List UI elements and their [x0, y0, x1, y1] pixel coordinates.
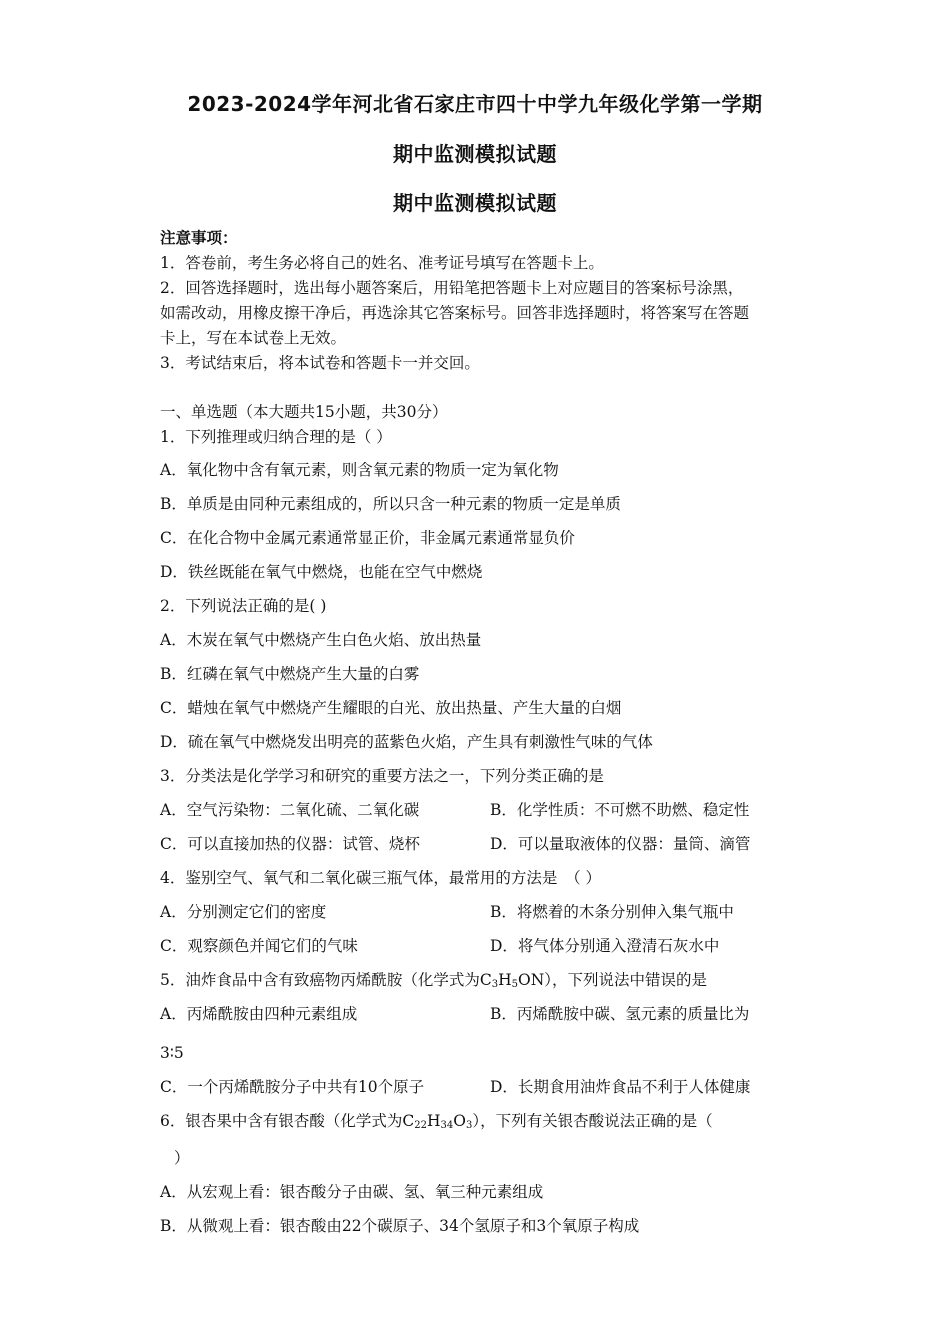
formula-subscript: 5: [511, 979, 519, 990]
formula-element: H: [498, 971, 512, 989]
formula-element: H: [426, 1112, 441, 1130]
question-6-option-a: A．从宏观上看：银杏酸分子由碳、氢、氧三种元素组成: [160, 1183, 544, 1201]
question-5-option-d: D．长期食用油炸食品不利于人体健康: [490, 1078, 751, 1096]
exam-title: 2023-2024学年河北省石家庄市四十中学九年级化学第一学期: [187, 92, 763, 116]
question-2-option-a: A．木炭在氧气中燃烧产生白色火焰、放出热量: [160, 631, 482, 649]
notice-heading: 注意事项：: [160, 228, 238, 247]
formula-subscript: 3: [491, 979, 499, 990]
question-3-option-c: C．可以直接加热的仪器：试管、烧杯: [160, 835, 420, 853]
question-6-stem: [160, 1111, 800, 1131]
question-1-stem: 1．下列推理或归纳合理的是（ ）: [160, 428, 392, 446]
question-6-stem-cont: ）: [174, 1149, 190, 1167]
question-4-option-c: C．观察颜色并闻它们的气味: [160, 937, 358, 955]
question-5-option-b: B．丙烯酰胺中碳、氢元素的质量比为: [490, 1005, 750, 1023]
question-1-option-c: C．在化合物中金属元素通常显正价，非金属元素通常显负价: [160, 529, 575, 547]
question-4-option-b: B．将燃着的木条分别伸入集气瓶中: [490, 903, 734, 921]
notice-item-2-cont: 如需改动，用橡皮擦干净后，再选涂其它答案标号。回答非选择题时，将答案写在答题: [160, 304, 750, 322]
question-1-option-b: B．单质是由同种元素组成的，所以只含一种元素的物质一定是单质: [160, 495, 621, 513]
exam-subtitle-repeat: 期中监测模拟试题: [393, 191, 557, 215]
question-2-stem: 2．下列说法正确的是( ): [160, 597, 327, 615]
notice-item-2-cont2: 卡上，写在本试卷上无效。: [160, 329, 347, 347]
question-2-option-c: C．蜡烛在氧气中燃烧产生耀眼的白光、放出热量、产生大量的白烟: [160, 699, 622, 717]
question-1-option-d: D．铁丝既能在氧气中燃烧，也能在空气中燃烧: [160, 563, 483, 581]
question-5-option-c: C．一个丙烯酰胺分子中共有10个原子: [160, 1078, 425, 1096]
question-4-stem: 4．鉴别空气、氧气和二氧化碳三瓶气体，最常用的方法是 （ ）: [160, 869, 602, 887]
question-3-option-d: D．可以量取液体的仪器：量筒、滴管: [490, 835, 751, 853]
question-4-options-ab: [160, 902, 800, 922]
question-3-option-a: A．空气污染物：二氧化硫、二氧化碳: [160, 801, 420, 819]
question-2-option-d: D．硫在氧气中燃烧发出明亮的蓝紫色火焰，产生具有刺激性气味的气体: [160, 733, 653, 751]
notice-item-2: 2．回答选择题时，选出每小题答案后，用铅笔把答题卡上对应题目的答案标号涂黑，: [160, 279, 744, 297]
question-5-options-ab: [160, 1004, 800, 1024]
question-3-stem: 3．分类法是化学学习和研究的重要方法之一，下列分类正确的是: [160, 767, 604, 785]
question-5-options-cd: [160, 1077, 800, 1097]
question-5-stem-text: 5．油炸食品中含有致癌物丙烯酰胺（化学式为C: [160, 971, 492, 989]
question-6-option-b: B．从微观上看：银杏酸由22个碳原子、34个氢原子和3个氧原子构成: [160, 1217, 640, 1235]
question-3-options-ab: [160, 800, 800, 820]
question-3-options-cd: [160, 834, 800, 854]
question-5-option-a: A．丙烯酰胺由四种元素组成: [160, 1005, 358, 1023]
formula-subscript: 22: [414, 1120, 427, 1131]
question-6-stem-text-end: ），下列有关银杏酸说法正确的是（: [472, 1112, 713, 1130]
question-2-option-b: B．红磷在氧气中燃烧产生大量的白雾: [160, 665, 420, 683]
question-3-option-b: B．化学性质：不可燃不助燃、稳定性: [490, 801, 750, 819]
formula-element: O: [453, 1112, 466, 1130]
section-heading: 一、单选题（本大题共15小题，共30分）: [160, 403, 448, 421]
question-6-stem-text: 6．银杏果中含有银杏酸（化学式为C: [160, 1112, 415, 1130]
question-4-option-a: A．分别测定它们的密度: [160, 903, 327, 921]
notice-item-1: 1．答卷前，考生务必将自己的姓名、准考证号填写在答题卡上。: [160, 254, 604, 272]
question-4-options-cd: [160, 936, 800, 956]
question-5-option-b-cont: 3∶5: [160, 1044, 184, 1062]
exam-subtitle: 期中监测模拟试题: [393, 142, 557, 166]
formula-subscript: 34: [440, 1120, 454, 1131]
question-5-stem-text-end: ON），下列说法中错误的是: [518, 971, 708, 989]
question-1-option-a: A．氧化物中含有氧元素，则含氧元素的物质一定为氧化物: [160, 461, 559, 479]
question-5-stem: [160, 970, 800, 990]
question-4-option-d: D．将气体分别通入澄清石灰水中: [490, 937, 720, 955]
formula-subscript: 3: [465, 1120, 473, 1131]
notice-item-3: 3．考试结束后，将本试卷和答题卡一并交回。: [160, 354, 480, 372]
